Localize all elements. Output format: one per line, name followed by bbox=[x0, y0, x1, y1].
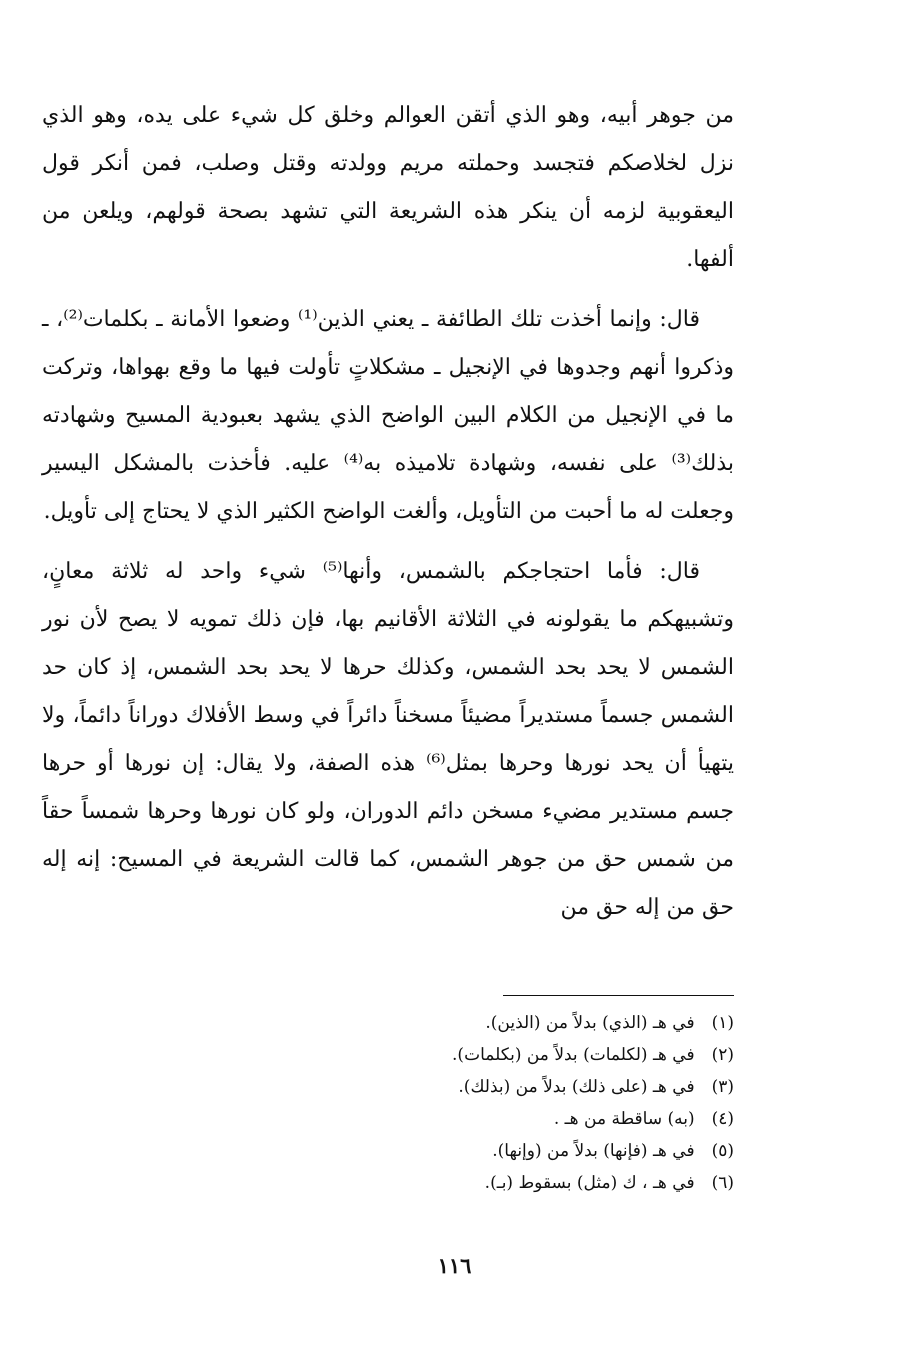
footnote bbox=[300, 1103, 734, 1135]
footnote bbox=[300, 1167, 734, 1199]
footnote-text: (به) ساقطة من هـ . bbox=[553, 1109, 695, 1129]
footnote-text: في هـ (لكلمات) بدلاً من (بكلمات). bbox=[452, 1045, 695, 1065]
footnote-number: (٣) bbox=[711, 1077, 734, 1097]
footnote-text: في هـ (فإنها) بدلاً من (وإنها). bbox=[492, 1141, 695, 1161]
paragraph: قال: فأما احتجاجكم بالشمس، وأنها⁽⁵⁾ شيء واحد له ثلاثة معانٍ، وتشبيهكم ما يقولونه في الثلاثة الأقانيم بها، فإن ذلك تمويه لا يصح لأن نور الشمس لا يحد بحد الشمس، وكذلك حرها لا يحد بحد الشمس، إذ كان حد الشمس جسماً مستديراً مضيئاً مسخناً دائراً في وسط الأفلاك دوراناً دائماً، ولا يتهيأ أن يحد نورها وحرها بمثل⁽⁶⁾ هذه الصفة، ولا يقال: إن نورها أو حرها جسم مستدير مضيء مسخن دائم الدوران، ولو كان نورها وحرها شمساً حقاً من شمس حق من جوهر الشمس، كما قالت الشريعة في المسيح: إنه إله حق من إله حق من bbox=[42, 559, 734, 920]
paragraph: قال: وإنما أخذت تلك الطائفة ـ يعني الذين⁽¹⁾ وضعوا الأمانة ـ بكلمات⁽²⁾، ـ وذكروا أنهم وجدوها في الإنجيل ـ مشكلاتٍ تأولت فيها ما وقع بهواها، وتركت ما في الإنجيل من الكلام البين الواضح الذي يشهد بعبودية المسيح وشهادته بذلك⁽³⁾ على نفسه، وشهادة تلاميذه به⁽⁴⁾ عليه. فأخذت بالمشكل اليسير وجعلت له ما أحبت من التأويل، وألغت الواضح الكثير الذي لا يحتاج إلى تأويل. bbox=[42, 307, 734, 524]
footnote-separator bbox=[503, 995, 734, 996]
footnote bbox=[300, 1039, 734, 1071]
footnote-number: (٢) bbox=[711, 1045, 734, 1065]
main-text bbox=[42, 92, 734, 944]
footnote-number: (١) bbox=[711, 1013, 734, 1033]
paragraph: من جوهر أبيه، وهو الذي أتقن العوالم وخلق كل شيء على يده، وهو الذي نزل لخلاصكم فتجسد وحملته مريم وولدته وقتل وصلب، فمن أنكر قول اليعقوبية لزمه أن ينكر هذه الشريعة التي تشهد بصحة قولهم، ويلعن من ألفها. bbox=[42, 103, 735, 272]
footnote-number: (٦) bbox=[711, 1173, 734, 1193]
footnote-number: (٤) bbox=[711, 1109, 734, 1129]
footnote-number: (٥) bbox=[711, 1141, 734, 1161]
page-number: ١١٦ bbox=[437, 1253, 472, 1278]
footnote bbox=[300, 1071, 734, 1103]
footnote-text: في هـ (الذي) بدلاً من (الذين). bbox=[485, 1013, 695, 1033]
footnote bbox=[300, 1135, 734, 1167]
footnote bbox=[300, 1007, 734, 1039]
footnote-text: في هـ ، ك (مثل) بسقوط (بـ). bbox=[484, 1173, 695, 1193]
footnote-text: في هـ (على ذلك) بدلاً من (بذلك). bbox=[458, 1077, 695, 1097]
footnotes bbox=[300, 1007, 734, 1199]
